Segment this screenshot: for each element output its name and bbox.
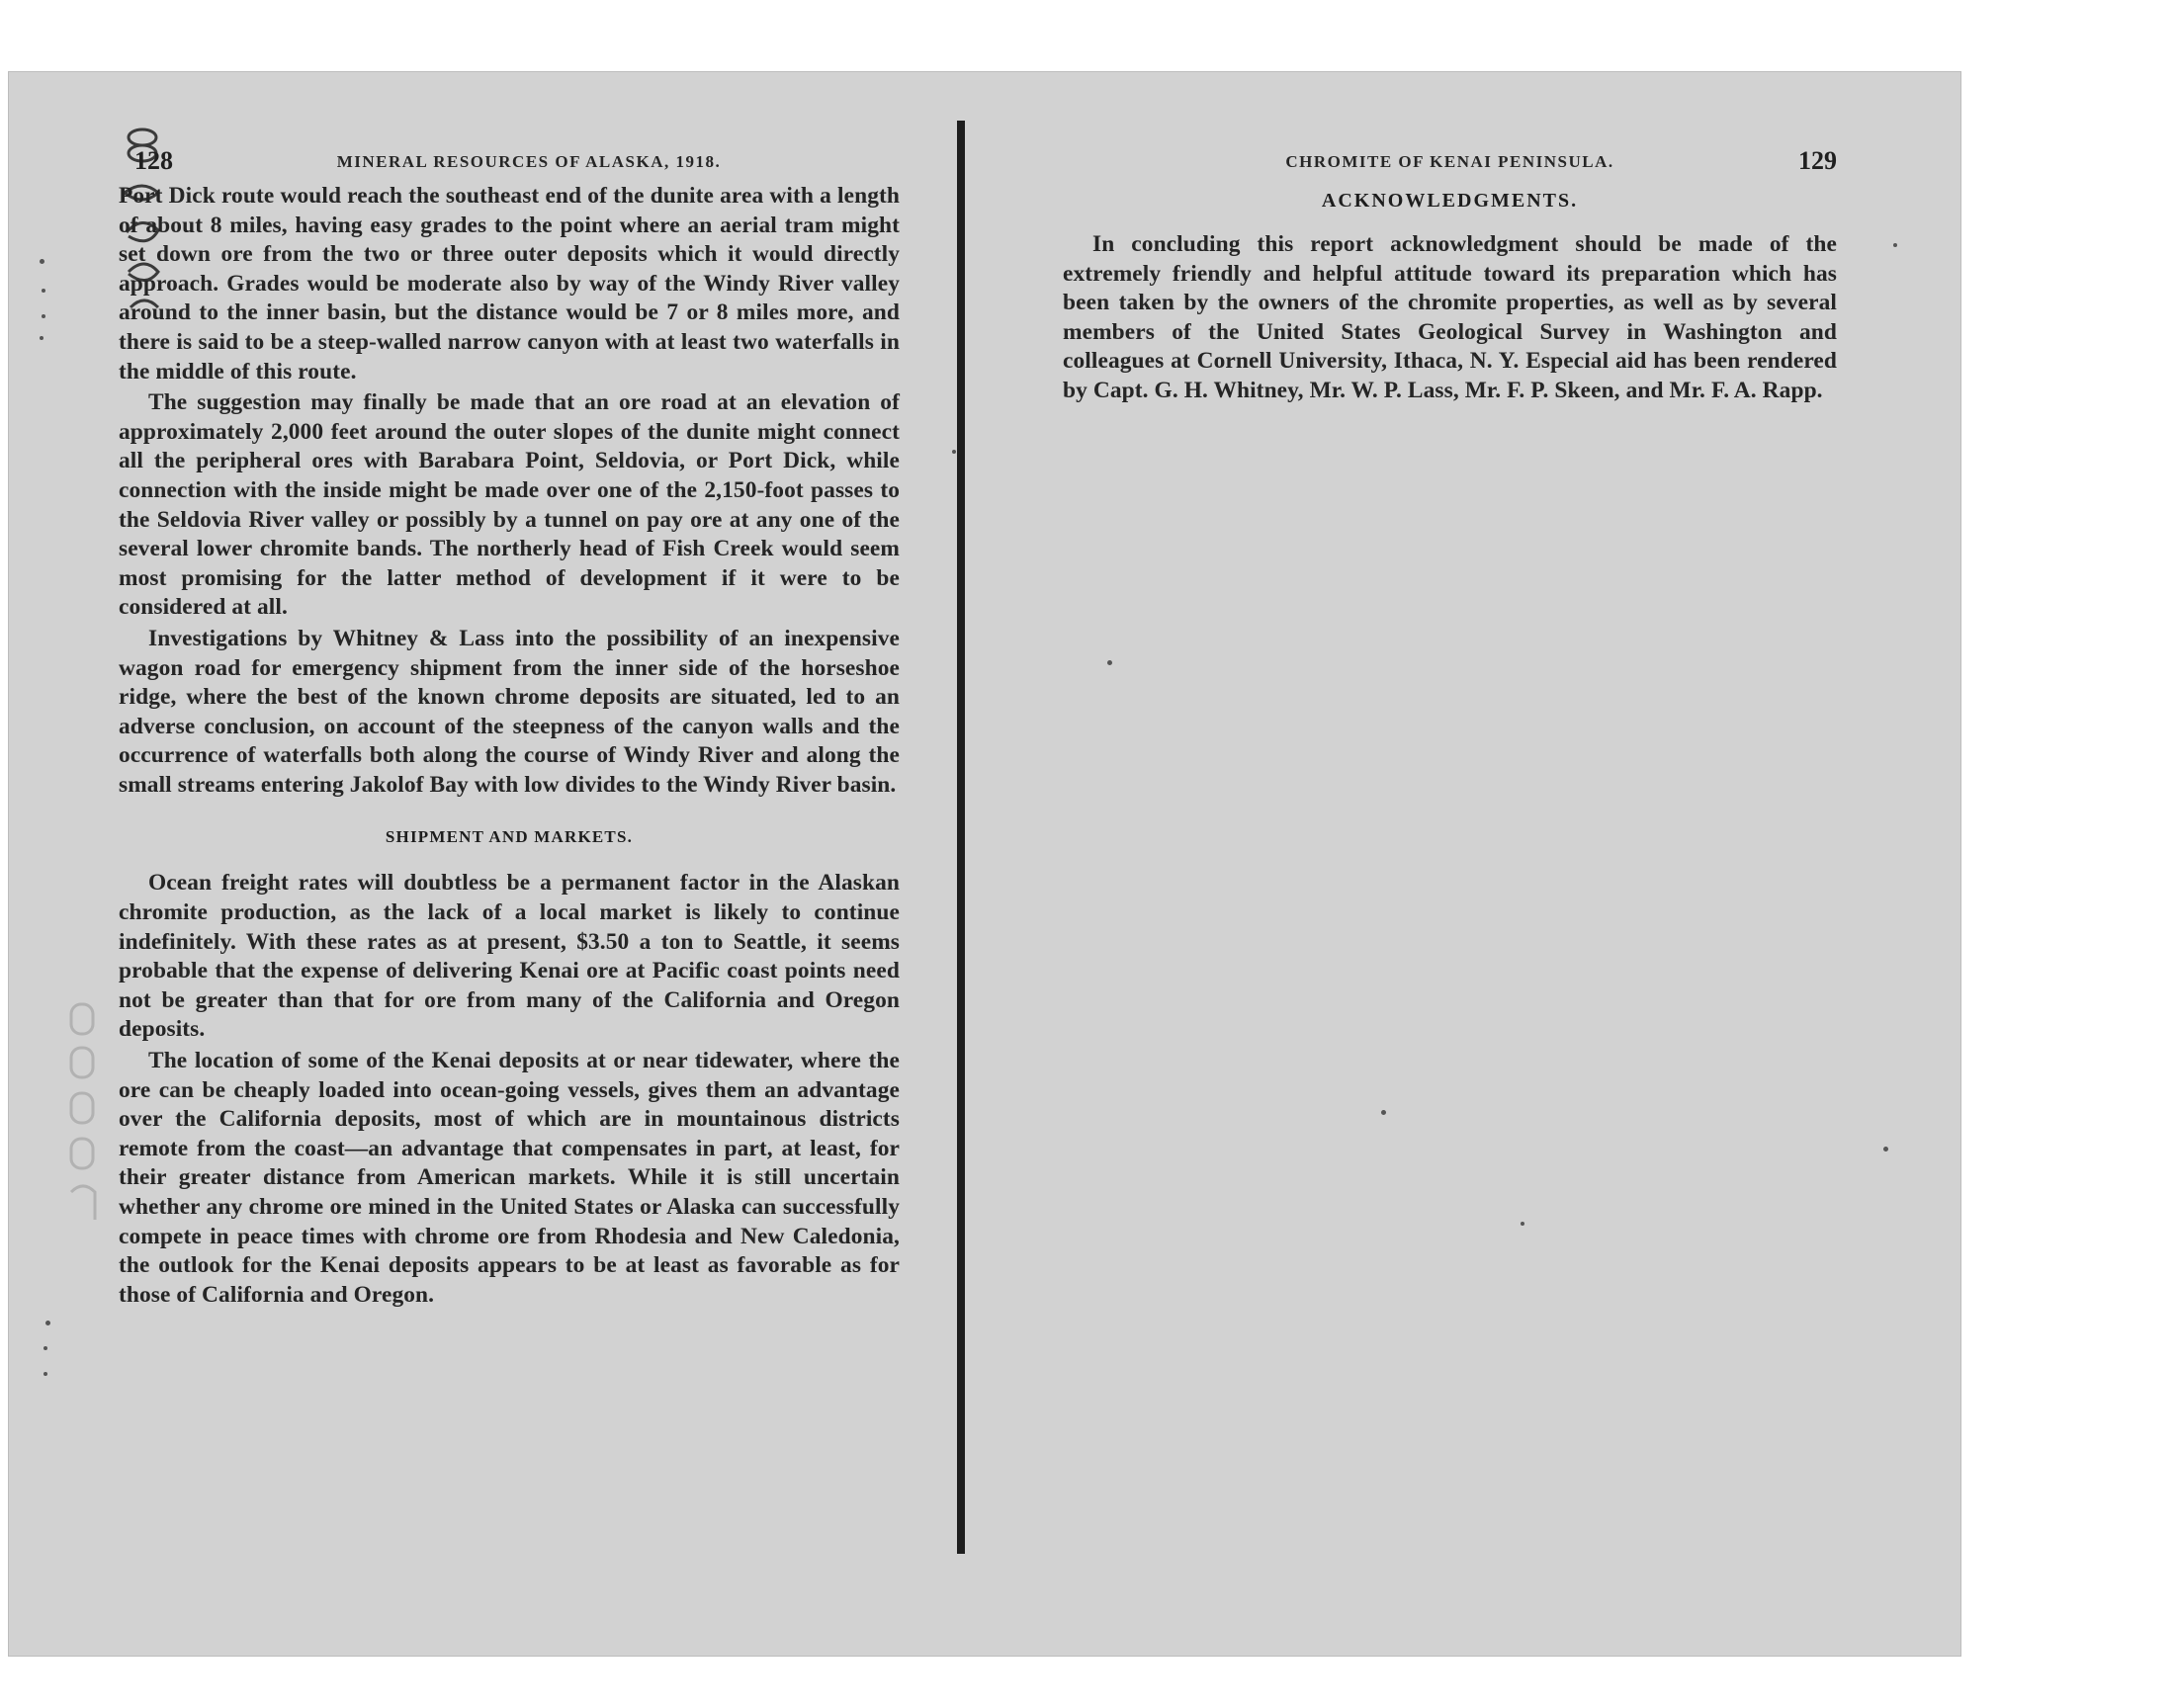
scan-speck <box>1893 243 1897 247</box>
scan-speck <box>42 314 45 318</box>
right-running-head <box>1063 148 1837 182</box>
scan-speck <box>42 289 45 293</box>
left-body-text <box>119 182 900 800</box>
scan-speck <box>1107 660 1112 665</box>
body-paragraph: The location of some of the Kenai deposits at or near tidewater, where the ore can be cheaply loaded into ocean-going vessels, gives them an advantage over the California deposits, most of which are in mountainous districts remote from the coast—an advantage that compensates in part, at least, for their greater distance from American markets. While it is still uncertain whether any chrome ore mined in the United States or Alaska can successfully compete in peace times with chrome ore from Rhodesia and New Caledonia, the outlook for the Kenai deposits appears to be at least as favorable as for those of California and Oregon. <box>119 1048 900 1308</box>
scan-speck <box>44 1346 47 1350</box>
scan-speck <box>40 336 44 340</box>
left-body-text-lower <box>119 869 900 1310</box>
scan-speck <box>40 259 44 264</box>
page-gutter-divider <box>957 121 965 1554</box>
section-heading-acknowledgments: ACKNOWLEDGMENTS. <box>1321 190 1579 212</box>
right-page-number: 129 <box>1798 146 1837 175</box>
body-paragraph: Port Dick route would reach the southeast end of the dunite area with a length of about 8 miles, having easy grades to the point where an aerial tram might set down ore from the two or three outer deposits which it would directly approach. Grades would be moderate also by way of the Windy River valley around to the inner basin, but the distance would be 7 or 8 miles more, and there is said to be a steep-walled narrow canyon with at least two waterfalls in the middle of this route. <box>119 183 900 384</box>
section-heading-shipment: SHIPMENT AND MARKETS. <box>385 827 634 847</box>
scan-speck <box>1381 1110 1386 1115</box>
right-body-text <box>1063 230 1837 406</box>
scan-speck <box>952 450 956 454</box>
scan-speck <box>45 1321 50 1325</box>
scan-speck <box>1521 1222 1524 1226</box>
body-paragraph: The suggestion may finally be made that an ore road at an elevation of approximately 2,000 feet around the outer slopes of the dunite might connect all the peripheral ores with Barabara Point, Seldovia, or Port Dick, while connection with the inside might be made over one of the 2,150-foot passes to the Seldovia River valley or possibly by a tunnel on pay ore at any one of the several lower chromite bands. The northerly head of Fish Creek would seem most promising for the latter method of development if it were to be considered at all. <box>119 389 900 621</box>
body-paragraph: In concluding this report acknowledgment should be made of the extremely friendly and helpful attitude toward its preparation which has been taken by the owners of the chromite properties, as well as by several members of the United States Geological Survey in Washington and colleagues at Cornell University, Ithaca, N. Y. Especial aid has been rendered by Capt. G. H. Whitney, Mr. W. P. Lass, Mr. F. P. Skeen, and Mr. F. A. Rapp. <box>1063 231 1837 403</box>
left-running-title: MINERAL RESOURCES OF ALASKA, 1918. <box>336 152 722 171</box>
scan-speck <box>44 1372 47 1376</box>
scan-speck <box>1883 1147 1888 1152</box>
bleed-through-mark <box>59 998 119 1236</box>
left-page-number: 128 <box>134 146 173 175</box>
body-paragraph: Ocean freight rates will doubtless be a permanent factor in the Alaskan chromite production, as the lack of a local market is likely to continue indefinitely. With these rates as at present, $3.50 a ton to Seattle, it seems probable that the expense of delivering Kenai ore at Pacific coast points need not be greater than that for ore from many of the California and Oregon deposits. <box>119 870 900 1043</box>
right-running-title: CHROMITE OF KENAI PENINSULA. <box>1285 152 1614 171</box>
body-paragraph: Investigations by Whitney & Lass into the possibility of an inexpensive wagon road for emergency shipment from the inner side of the horseshoe ridge, where the best of the known chrome deposits are situated, led to an adverse conclusion, on account of the steepness of the canyon walls and the occurrence of waterfalls both along the course of Windy River and along the small streams entering Jakolof Bay with low divides to the Windy River basin. <box>119 625 900 798</box>
left-page <box>119 148 900 1310</box>
left-running-head <box>119 148 900 182</box>
right-page <box>1063 148 1837 406</box>
